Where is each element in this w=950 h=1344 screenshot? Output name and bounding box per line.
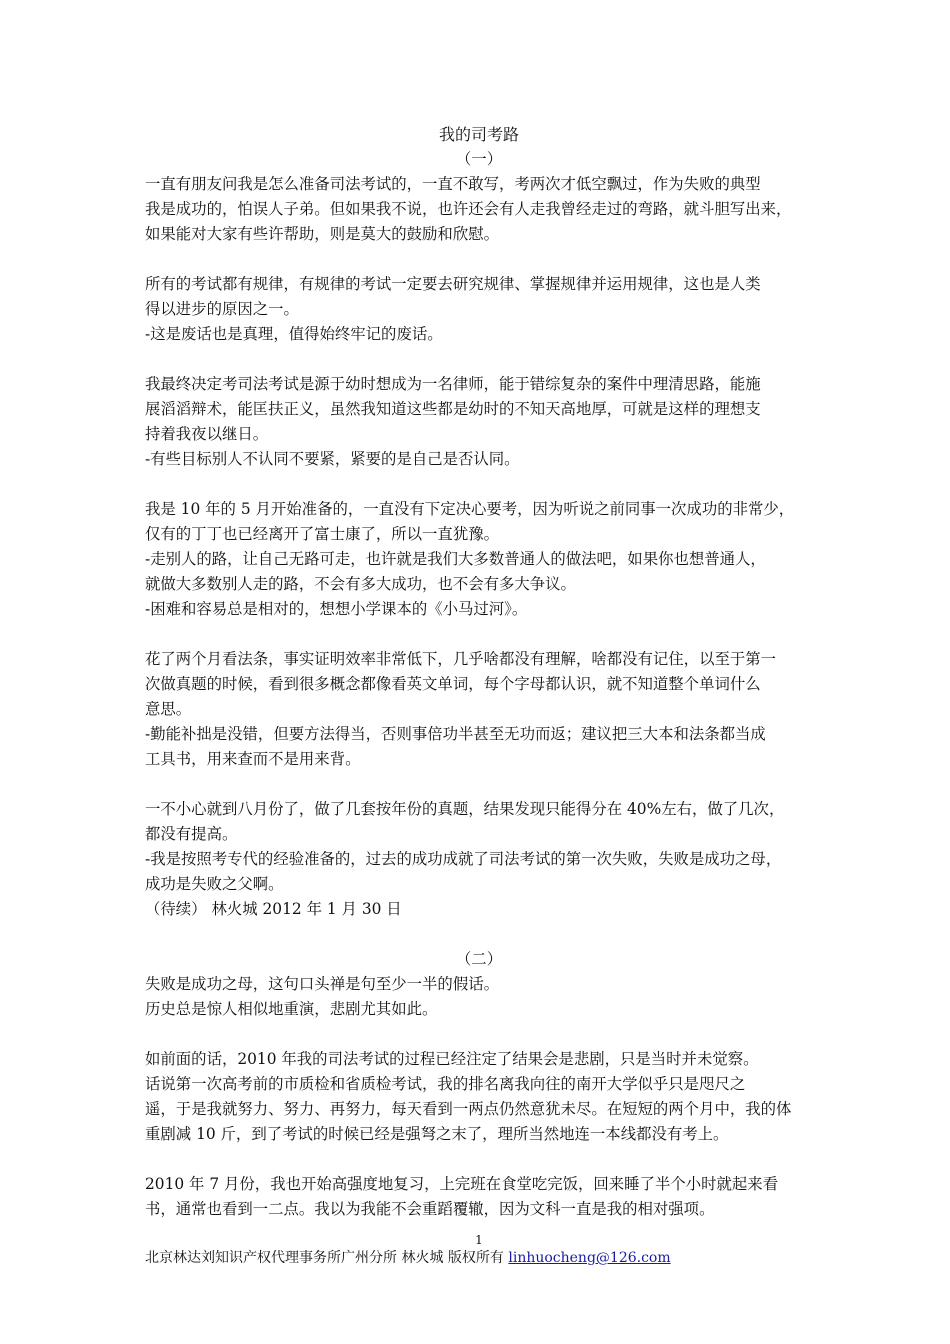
text-line: 一直有朋友问我是怎么准备司法考试的，一直不敢写，考两次才低空飘过，作为失败的典型 <box>145 175 761 193</box>
text-line: 工具书，用来查而不是用来背。 <box>145 750 361 768</box>
page-footer <box>145 1232 813 1268</box>
text-line: -有些目标别人不认同不要紧，紧要的是自己是否认同。 <box>145 450 520 468</box>
text-line: 都没有提高。 <box>145 825 238 843</box>
paragraph-gap <box>145 1147 813 1172</box>
page-number: 1 <box>475 1233 483 1247</box>
text-line: 我是 10 年的 5 月开始准备的，一直没有下定决心要考，因为听说之前同事一次成功的非常少， <box>145 500 795 518</box>
text-line: 次做真题的时候，看到很多概念都像看英文单词，每个字母都认识，就不知道整个单词什么 <box>145 675 761 693</box>
text-line: 遥，于是我就努力、努力、再努力，每天看到一两点仍然意犹未尽。在短短的两个月中，我的体 <box>145 1100 792 1118</box>
footer-email-link[interactable]: linhuocheng@126.com <box>508 1250 671 1266</box>
text-line: 意思。 <box>145 700 192 718</box>
paragraph-gap <box>145 622 813 647</box>
document-title: 我的司考路 <box>438 125 519 144</box>
paragraph-gap <box>145 347 813 372</box>
text-line: 就做大多数别人走的路，不会有多大成功，也不会有多大争议。 <box>145 575 576 593</box>
text-line: -走别人的路，让自己无路可走，也许就是我们大多数普通人的做法吧，如果你也想普通人， <box>145 550 766 568</box>
footer-copyright: 北京林达刘知识产权代理事务所广州分所 林火城 版权所有 <box>145 1250 509 1266</box>
text-line: 我最终决定考司法考试是源于幼时想成为一名律师，能于错综复杂的案件中理清思路，能施 <box>145 375 761 393</box>
text-line: 所有的考试都有规律，有规律的考试一定要去研究规律、掌握规律并运用规律，这也是人类 <box>145 275 761 293</box>
text-line: 得以进步的原因之一。 <box>145 300 299 318</box>
paragraph-gap <box>145 472 813 497</box>
text-line: 一不小心就到八月份了，做了几套按年份的真题，结果发现只能得分在 40%左右，做了几次， <box>145 800 785 818</box>
text-line: 仅有的丁丁也已经离开了富士康了，所以一直犹豫。 <box>145 525 499 543</box>
document-body <box>145 122 813 1222</box>
text-line: 如果能对大家有些许帮助，则是莫大的鼓励和欣慰。 <box>145 225 499 243</box>
text-line: 重剧减 10 斤，到了考试的时候已经是强弩之末了，理所当然地连一本线都没有考上。 <box>145 1125 729 1143</box>
section-2-body <box>145 972 813 1222</box>
section-heading-1: （一） <box>455 150 503 168</box>
text-line: -这是废话也是真理，值得始终牢记的废话。 <box>145 325 443 343</box>
text-line: 成功是失败之父啊。 <box>145 875 284 893</box>
text-line: 2010 年 7 月份，我也开始高强度地复习，上完班在食堂吃完饭，回来睡了半个小时就起来看 <box>145 1175 779 1193</box>
text-line: 书，通常也看到一二点。我以为我能不会重蹈覆辙，因为文科一直是我的相对强项。 <box>145 1200 715 1218</box>
text-line: 持着我夜以继日。 <box>145 425 269 443</box>
text-line: 如前面的话，2010 年我的司法考试的过程已经注定了结果会是悲剧，只是当时并未觉察。 <box>145 1050 759 1068</box>
section-heading-2: （二） <box>455 950 503 968</box>
text-line: -我是按照考专代的经验准备的，过去的成功成就了司法考试的第一次失败，失败是成功之母， <box>145 850 782 868</box>
section-spacer <box>145 922 813 947</box>
section-1-body <box>145 172 813 922</box>
text-line: 历史总是惊人相似地重演，悲剧尤其如此。 <box>145 1000 438 1018</box>
paragraph-gap <box>145 247 813 272</box>
text-line: -困难和容易总是相对的，想想小学课本的《小马过河》。 <box>145 600 528 618</box>
text-line: （待续） 林火城 2012 年 1 月 30 日 <box>145 900 402 918</box>
footer-line <box>145 1248 813 1268</box>
paragraph-gap <box>145 772 813 797</box>
text-line: 话说第一次高考前的市质检和省质检考试，我的排名离我向往的南开大学似乎只是咫尺之 <box>145 1075 746 1093</box>
text-line: 失败是成功之母，这句口头禅是句至少一半的假话。 <box>145 975 499 993</box>
text-line: -勤能补拙是没错，但要方法得当，否则事倍功半甚至无功而返；建议把三大本和法条都当成 <box>145 725 766 743</box>
text-line: 我是成功的，怕误人子弟。但如果我不说，也许还会有人走我曾经走过的弯路，就斗胆写出来， <box>145 200 792 218</box>
text-line: 花了两个月看法条，事实证明效率非常低下，几乎啥都没有理解，啥都没有记住，以至于第一 <box>145 650 777 668</box>
text-line: 展滔滔辩术，能匡扶正义，虽然我知道这些都是幼时的不知天高地厚，可就是这样的理想支 <box>145 400 761 418</box>
paragraph-gap <box>145 1022 813 1047</box>
